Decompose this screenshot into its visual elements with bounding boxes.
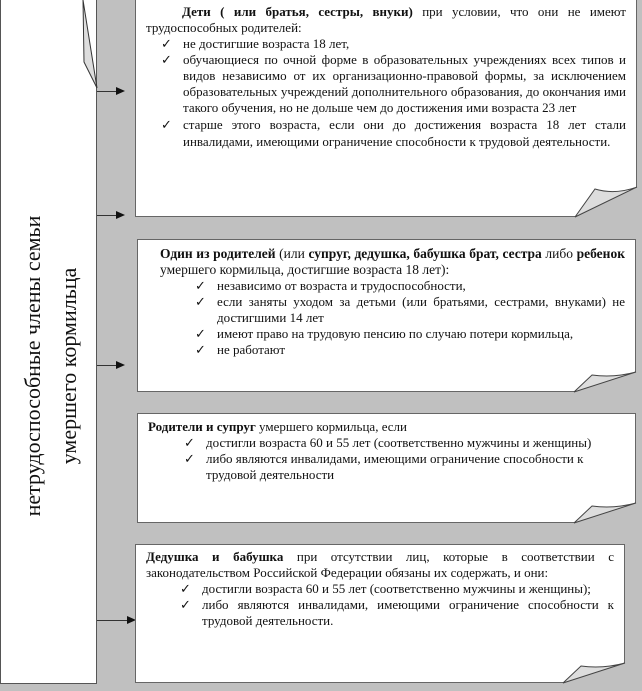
checkmark-icon: ✓ [195,278,206,293]
card-parents-and-spouse [137,413,636,523]
checkmark-icon: ✓ [195,326,206,341]
text-span: не достигшие возраста 18 лет, [183,36,350,51]
checkmark-icon: ✓ [184,435,195,450]
criteria-item [195,342,625,357]
text-span: (или [275,246,309,261]
criteria-item [184,435,596,451]
card-intro-bold: ребенок [576,246,625,261]
checkmark-icon: ✓ [195,342,206,357]
card-intro-bold: Дети ( или братья, сестры, внуки) [182,4,413,19]
criteria-item [161,52,626,116]
arrowhead-3 [116,361,125,369]
criteria-list [161,36,626,150]
checkmark-icon: ✓ [161,36,172,51]
text-span: независимо от возраста и трудоспособности, [217,278,466,293]
criteria-item [180,597,614,629]
checkmark-icon: ✓ [180,597,191,612]
text-span: имеют право на трудовую пенсию по случаю потери кормильца, [217,326,574,341]
page-curl-decoration [80,0,100,90]
page-curl-decoration [563,663,625,683]
card-intro [160,246,625,278]
text-span: либо [541,246,577,261]
card-parent-or-relative [137,239,636,392]
card-children [135,0,637,217]
criteria-list [180,581,614,629]
left-category-box [0,0,97,684]
text-span: достигли возраста 60 и 55 лет (соответственно мужчины и женщины) [206,435,592,450]
arrowhead-2 [116,211,125,219]
text-span: обучающиеся по очной форме в образовательных учреждениях всех типов и видов независимо от их организационно-правовой формы, за исключением образовательных учреждений дополнительного образования, до окончания ими такого обучения, но не дольше чем до достижения ими возраста 23 лет [183,52,626,115]
card-intro-bold: Один из родителей [160,246,276,261]
checkmark-icon: ✓ [161,117,172,132]
checkmark-icon: ✓ [184,451,195,466]
criteria-item [180,581,614,597]
criteria-item [195,294,625,326]
card-intro-bold: Родители и супруг [148,419,256,434]
card-intro [148,419,625,435]
criteria-item [195,278,625,294]
criteria-item [195,326,625,342]
text-span: либо являются инвалидами, имеющими ограничение способности к трудовой деятельности [206,451,584,482]
card-intro-bold: Дедушка и бабушка [146,549,284,564]
arrowhead-1 [116,87,125,95]
card-grandparents [135,544,625,683]
text-span: старше этого возраста, если они до достижения возраста 18 лет стали инвалидами, имеющими ограничение способности к трудовой деятельности. [183,117,626,149]
text-span: умершего кормильца, достигшие возраста 18 лет): [160,262,450,277]
criteria-item [161,116,626,150]
text-span: не работают [217,342,286,357]
card-intro [146,549,614,581]
card-intro-bold: супруг, дедушка, бабушка брат, сестра [308,246,542,261]
page-curl-decoration [574,503,636,523]
card-intro-text: при условии, что они не имеют трудоспособных родителей: [146,4,626,35]
text-span: либо являются инвалидами, имеющими ограничение способности к трудовой деятельности. [202,597,614,628]
checkmark-icon: ✓ [180,581,191,596]
text-span: при отсутствии лиц, которые в соответствии с законодательством Российской Федерации обязаны их содержать, и они: [146,549,614,580]
criteria-item [184,451,596,483]
criteria-list [195,278,625,378]
checkmark-icon: ✓ [195,294,206,309]
checkmark-icon: ✓ [161,52,172,67]
criteria-item [161,36,626,52]
connector-line-4 [97,620,129,621]
category-label [15,41,87,691]
criteria-list [184,435,596,483]
text-span: достигли возраста 60 и 55 лет (соответственно мужчины и женщины); [202,581,591,596]
text-span: если заняты уходом за детьми (или братьями, сестрами, внуками) не достигшими 14 лет [217,294,625,325]
page-curl-decoration [575,187,637,217]
text-span: умершего кормильца, если [255,419,408,434]
page-curl-decoration [574,372,636,392]
category-label-line-1: нетрудоспособные члены семьи [20,215,45,517]
card-intro [146,4,626,36]
category-label-line-2: умершего кормильца [56,267,81,465]
